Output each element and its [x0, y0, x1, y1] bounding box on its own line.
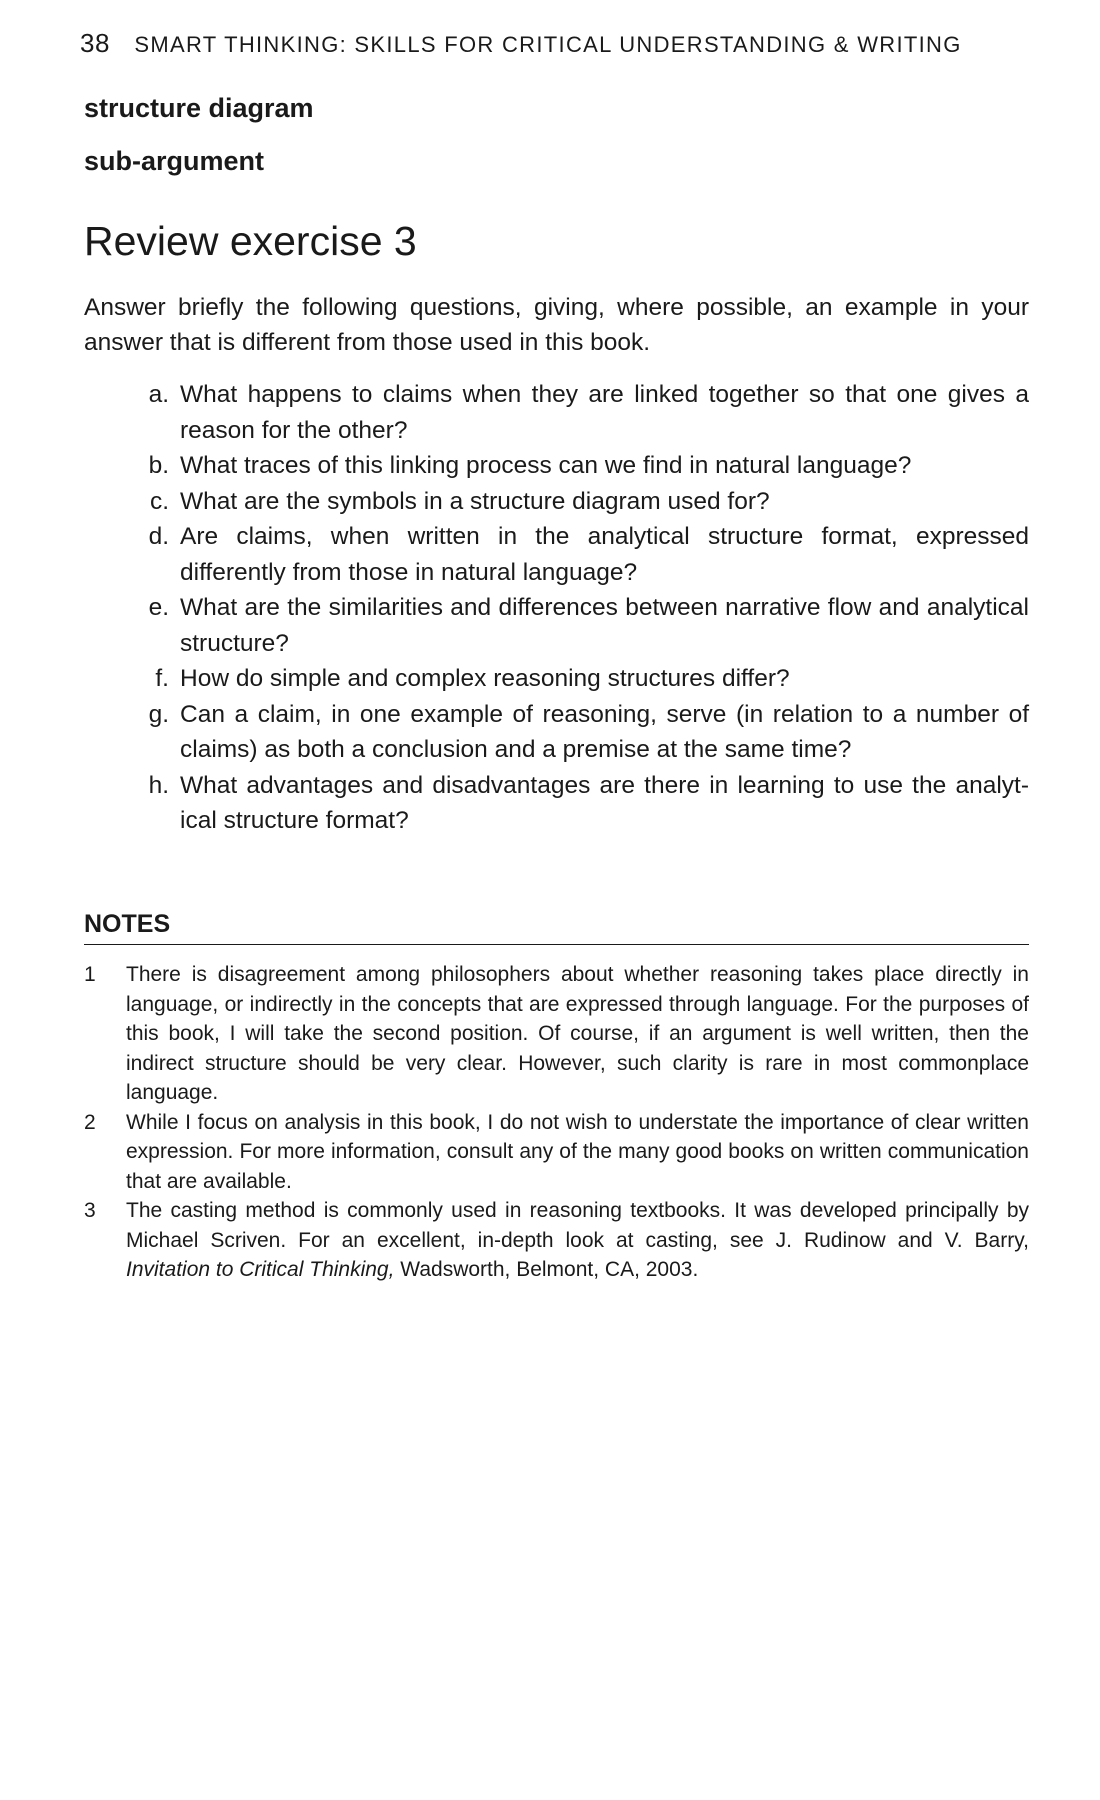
note-item [84, 960, 1029, 1108]
question-list [84, 377, 1029, 839]
note-number: 2 [84, 1110, 96, 1134]
notes-heading: NOTES [84, 910, 171, 938]
note-item [84, 1108, 1029, 1197]
question-item [84, 661, 1029, 697]
book-title: Invitation to Critical Thinking, [126, 1258, 395, 1281]
question-letter: b. [148, 452, 169, 479]
question-text: What advantages and disadvantages are there in learning to use the analytical structure format? [180, 771, 1029, 834]
note-number: 3 [84, 1199, 96, 1222]
note-number: 1 [84, 963, 96, 986]
question-letter: g. [148, 700, 169, 728]
question-item [84, 519, 1029, 590]
question-text: How do simple and complex reasoning structures differ? [180, 665, 790, 692]
question-item [84, 377, 1029, 448]
note-text: While I focus on analysis in this book, I do not wish to understate the importance of clear written expression. For more information, consult any of the many good books on written communication that are available. [126, 1110, 1029, 1193]
key-term: structure diagram [84, 93, 314, 123]
question-text: What are the similarities and differences between narrative flow and analytical structure? [180, 594, 1029, 657]
question-letter: e. [148, 594, 169, 621]
question-text: What are the symbols in a structure diagram used for? [180, 487, 770, 515]
note-text: There is disagreement among philosophers about whether reasoning takes place directly in language, or indirectly in the concepts that are expressed through language. For the purposes of this book, I will take the second position. Of course, if an argument is well written, then the indirect structure should be very clear. However, such clarity is rare in most commonplace language. [126, 963, 1029, 1104]
question-letter: c. [149, 487, 169, 515]
question-item [84, 484, 1029, 520]
question-text: What traces of this linking process can we find in natural language? [180, 452, 912, 479]
question-item [84, 590, 1029, 661]
section-heading: Review exercise 3 [84, 218, 417, 264]
question-letter: a. [148, 381, 169, 408]
question-letter: d. [148, 523, 169, 550]
note-text-after: Wadsworth, Belmont, CA, 2003. [394, 1258, 699, 1281]
running-head [80, 28, 962, 62]
question-item [84, 697, 1029, 768]
question-text: Are claims, when written in the analytical structure format, expressed differently from those in natural language? [180, 523, 1029, 586]
question-letter: h. [148, 771, 169, 799]
note-text [126, 1196, 1029, 1285]
key-term: sub-argument [84, 146, 265, 176]
question-item [84, 768, 1029, 839]
running-title: SMART THINKING: SKILLS FOR CRITICAL UNDERSTANDING & WRITING [134, 32, 962, 57]
exercise-intro: Answer briefly the following questions, giving, where possible, an example in your answer that is different from those used in this book. [84, 294, 1029, 356]
question-item [84, 448, 1029, 484]
note-item [84, 1196, 1029, 1285]
question-text: What happens to claims when they are linked together so that one gives a reason for the other? [180, 381, 1029, 444]
question-text: Can a claim, in one example of reasoning, serve (in relation to a number of claims) as both a conclusion and a premise at the same time? [180, 700, 1029, 763]
question-letter: f. [155, 665, 169, 692]
note-text-before: The casting method is commonly used in reasoning textbooks. It was developed principally by Michael Scriven. For an excellent, in-depth look at casting, see J. Rudinow and V. Barry, [126, 1199, 1029, 1252]
notes-list [84, 960, 1029, 1285]
page-number: 38 [80, 28, 110, 58]
notes-divider [84, 944, 1029, 945]
